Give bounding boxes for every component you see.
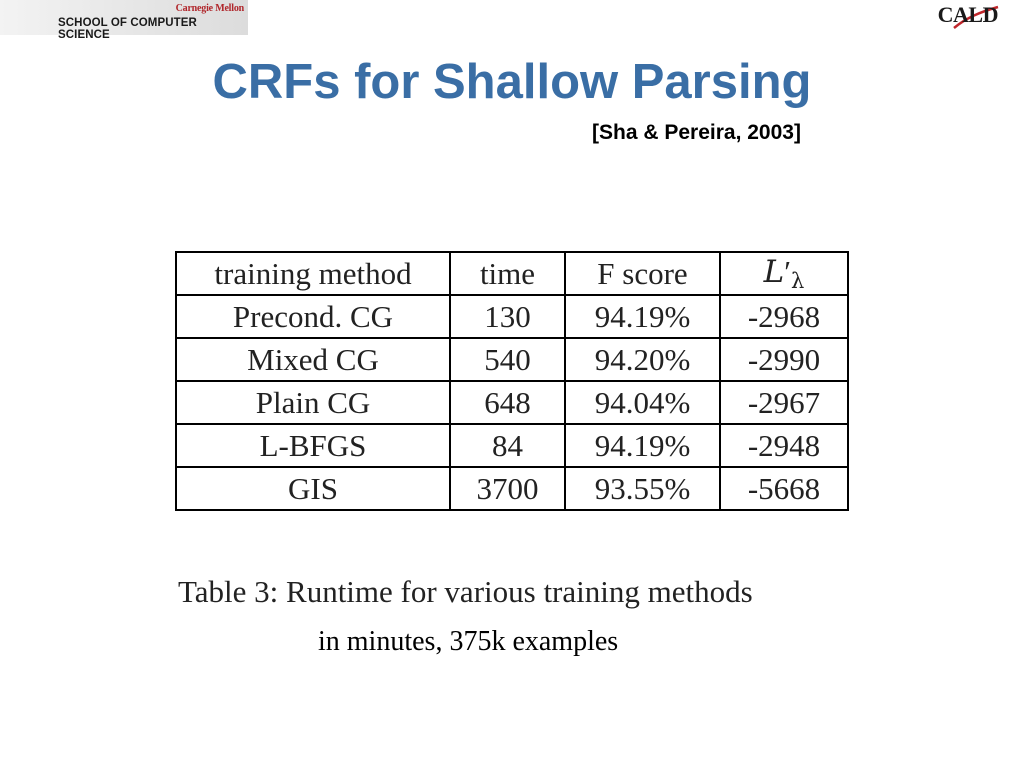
- table-cell: -2968: [720, 295, 848, 338]
- table-cell: GIS: [176, 467, 450, 510]
- table-cell: -2990: [720, 338, 848, 381]
- cmu-wordmark: Carnegie Mellon: [175, 3, 244, 14]
- school-name: SCHOOL OF COMPUTER SCIENCE: [58, 17, 197, 41]
- table-cell: Precond. CG: [176, 295, 450, 338]
- table-row: [176, 467, 848, 510]
- table-cell: -5668: [720, 467, 848, 510]
- objective-subscript: λ: [791, 268, 805, 293]
- table-cell: 648: [450, 381, 565, 424]
- table-cell: 3700: [450, 467, 565, 510]
- table-cell: 93.55%: [565, 467, 720, 510]
- table-caption: Table 3: Runtime for various training methods: [178, 574, 753, 609]
- table-cell: 94.20%: [565, 338, 720, 381]
- header-cell: training method: [176, 252, 450, 295]
- table-cell: 94.19%: [565, 295, 720, 338]
- table-cell: 84: [450, 424, 565, 467]
- table-cell: 130: [450, 295, 565, 338]
- cald-logo: CALD: [937, 2, 998, 27]
- table-row: [176, 338, 848, 381]
- citation: [Sha & Pereira, 2003]: [592, 121, 801, 144]
- table-cell: 94.19%: [565, 424, 720, 467]
- table-cell: L-BFGS: [176, 424, 450, 467]
- slide-title: CRFs for Shallow Parsing: [212, 55, 812, 109]
- objective-symbol: L: [763, 253, 785, 290]
- table-cell: -2948: [720, 424, 848, 467]
- header-cell-objective: [720, 252, 848, 295]
- header-cell: F score: [565, 252, 720, 295]
- table-row: [176, 424, 848, 467]
- results-table: [175, 251, 849, 511]
- table-row: [176, 295, 848, 338]
- table-cell: Mixed CG: [176, 338, 450, 381]
- table-cell: 540: [450, 338, 565, 381]
- table-cell: Plain CG: [176, 381, 450, 424]
- table-header-row: [176, 252, 848, 295]
- table-row: [176, 381, 848, 424]
- table-cell: -2967: [720, 381, 848, 424]
- cmu-banner: [0, 0, 248, 41]
- table-subcaption: in minutes, 375k examples: [318, 626, 619, 657]
- objective-prime: ′: [784, 253, 792, 289]
- header-cell: time: [450, 252, 565, 295]
- table-cell: 94.04%: [565, 381, 720, 424]
